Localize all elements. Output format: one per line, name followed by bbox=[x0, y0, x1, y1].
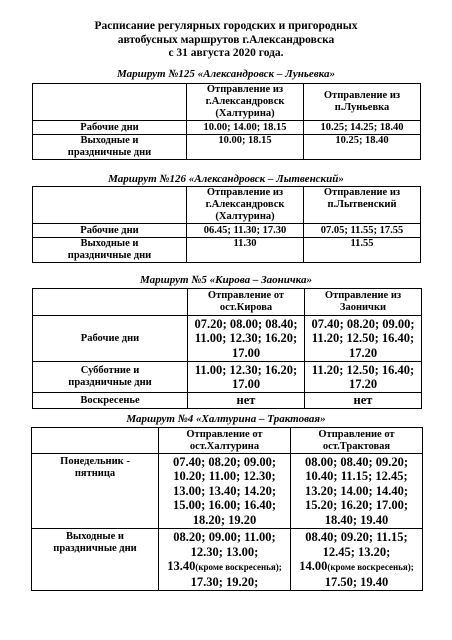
column-header: Отправление от ост.Кирова bbox=[188, 289, 305, 316]
time-cell: 11.20; 12.50; 16.40; 17.20 bbox=[305, 362, 422, 393]
document-title bbox=[0, 20, 452, 61]
time-cell: 10.25; 14.25; 18.40 bbox=[304, 121, 421, 135]
route-125-title: Маршрут №125 «Александровск – Луньевка» bbox=[117, 68, 335, 80]
row-label: Выходные и праздничные дни bbox=[33, 238, 187, 263]
time-cell: 06.45; 11.30; 17.30 bbox=[187, 224, 304, 238]
column-header: Отправление из г.Александровск (Халтурина) bbox=[187, 84, 304, 121]
time-cell: 11.00; 12.30; 16.20; 17.00 bbox=[188, 362, 305, 393]
table-row bbox=[33, 316, 422, 362]
time-cell: нет bbox=[188, 393, 305, 409]
empty-cell bbox=[33, 289, 188, 316]
row-label: Рабочие дни bbox=[33, 316, 188, 362]
route-4-table bbox=[31, 427, 423, 591]
time-cell: 07.05; 11.55; 17.55 bbox=[304, 224, 421, 238]
route-126-table bbox=[32, 186, 421, 263]
table-row bbox=[33, 224, 421, 238]
row-label: Рабочие дни bbox=[33, 224, 187, 238]
table-row bbox=[33, 135, 421, 160]
table-row bbox=[33, 362, 422, 393]
row-label: Выходные и праздничные дни bbox=[33, 135, 187, 160]
time-cell: 07.20; 08.00; 08.40; 11.00; 12.30; 16.20; 17.00 bbox=[188, 316, 305, 362]
column-header: Отправление из п.Луньевка bbox=[304, 84, 421, 121]
table-header-row bbox=[32, 428, 423, 454]
route-4-title: Маршрут №4 «Халтурина – Трактовая» bbox=[126, 413, 326, 425]
time-cell: 07.40; 08.20; 09.00; 11.20; 12.50; 16.40; 17.20 bbox=[305, 316, 422, 362]
empty-cell bbox=[33, 187, 187, 224]
note-text: (кроме воскресенья); bbox=[327, 562, 414, 572]
empty-cell bbox=[33, 84, 187, 121]
table-row bbox=[33, 121, 421, 135]
column-header: Отправление из Заонички bbox=[305, 289, 422, 316]
time-cell: 10.00; 18.15 bbox=[187, 135, 304, 160]
table-header-row bbox=[33, 289, 422, 316]
time-cell: 08.00; 08.40; 09.20; 10.40; 11.15; 12.45; 13.20; 14.00; 14.40; 15.20; 16.20; 17.00; 18.40; 19.40 bbox=[291, 454, 423, 529]
title-line-1: Расписание регулярных городских и пригородных bbox=[94, 20, 358, 32]
row-label: Понедельник - пятница bbox=[32, 454, 159, 529]
title-line-2: автобусных маршрутов г.Александровска bbox=[117, 33, 335, 46]
time-cell: 11.30 bbox=[187, 238, 304, 263]
empty-cell bbox=[32, 428, 159, 454]
title-line-3: с 31 августа 2020 года. bbox=[168, 47, 284, 59]
table-header-row bbox=[33, 187, 421, 224]
note-text: (кроме воскресенья); bbox=[195, 562, 282, 572]
table-header-row bbox=[33, 84, 421, 121]
time-cell: нет bbox=[305, 393, 422, 409]
route-126-title: Маршрут №126 «Александровск – Лытвенский» bbox=[108, 173, 344, 185]
column-header: Отправление из г.Александровск (Халтурина) bbox=[187, 187, 304, 224]
table-row bbox=[32, 529, 423, 591]
time-cell: 08.20; 09.00; 11.00; 12.30; 13.00; 13.40(кроме воскресенья); 17.30; 19.20; bbox=[159, 529, 291, 591]
row-label: Субботние и праздничные дни bbox=[33, 362, 188, 393]
table-row bbox=[33, 238, 421, 263]
column-header: Отправление из п.Лытвенский bbox=[304, 187, 421, 224]
time-cell: 10.00; 14.00; 18.15 bbox=[187, 121, 304, 135]
table-row bbox=[33, 393, 422, 409]
time-cell: 07.40; 08.20; 09.00; 10.20; 11.00; 12.30; 13.00; 13.40; 14.20; 15.00; 16.00; 16.40; 18.20; 19.20 bbox=[159, 454, 291, 529]
time-cell: 11.55 bbox=[304, 238, 421, 263]
column-header: Отправление от ост.Халтурина bbox=[159, 428, 291, 454]
row-label: Воскресенье bbox=[33, 393, 188, 409]
row-label: Выходные и праздничные дни bbox=[32, 529, 159, 591]
time-cell: 08.40; 09.20; 11.15; 12.45; 13.20; 14.00(кроме воскресенья); 17.50; 19.40 bbox=[291, 529, 423, 591]
column-header: Отправление от ост.Трактовая bbox=[291, 428, 423, 454]
route-5-table bbox=[32, 288, 422, 409]
time-cell: 10.25; 18.40 bbox=[304, 135, 421, 160]
route-125-table bbox=[32, 83, 421, 160]
row-label: Рабочие дни bbox=[33, 121, 187, 135]
table-row bbox=[32, 454, 423, 529]
route-5-title: Маршрут №5 «Кирова – Заоничка» bbox=[140, 274, 312, 286]
